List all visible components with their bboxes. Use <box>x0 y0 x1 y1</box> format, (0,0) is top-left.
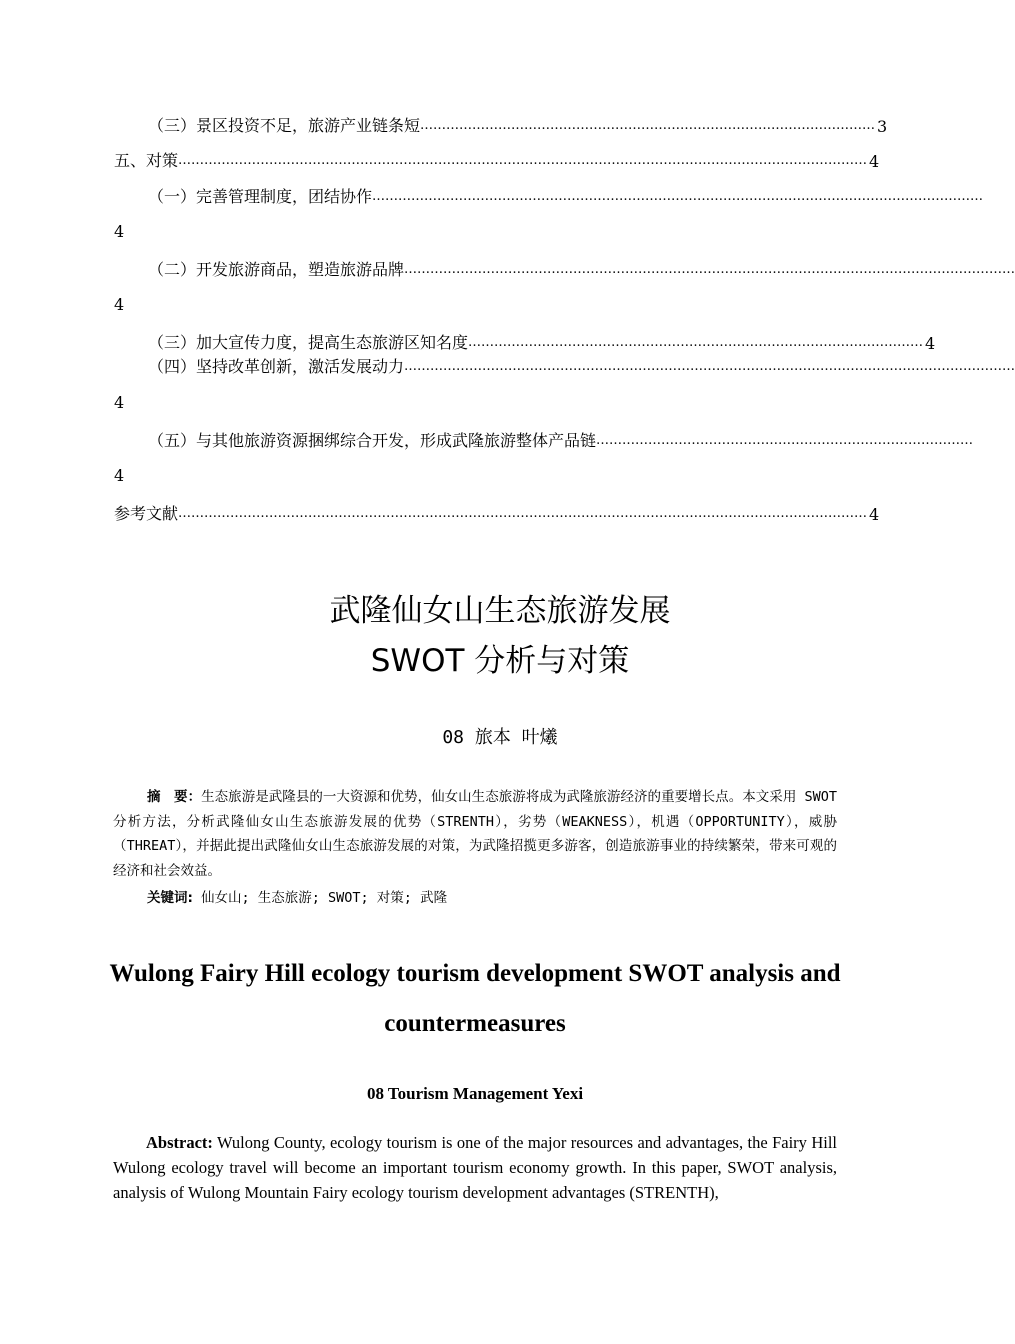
toc-entry-page: 4 <box>869 505 880 524</box>
toc-entry-title: （三）景区投资不足，旅游产业链条短 <box>148 116 421 135</box>
toc-entry-title: （三）加大宣传力度，提高生态旅游区知名度 <box>148 333 469 352</box>
toc-leader-dots: …………………………………………………………………………………………………………………………………………… <box>178 153 868 168</box>
toc-entry[interactable] <box>114 427 974 451</box>
toc-leader-dots: …………………………………………………………………………………………………………………………… <box>404 359 1015 374</box>
toc-leader-dots: …………………………………………………………………………………………… <box>468 335 924 350</box>
chinese-abstract <box>113 785 837 883</box>
toc-leader-dots: …………………………………………………………………………………………………………………………………………… <box>178 506 868 521</box>
toc-entry-title: （一）完善管理制度，团结协作 <box>148 187 373 206</box>
chinese-abstract-label: 摘 要： <box>147 789 202 805</box>
toc-entry[interactable] <box>114 500 880 524</box>
chinese-keywords-label: 关键词: <box>147 890 193 906</box>
chinese-keywords-text: 仙女山; 生态旅游; SWOT; 对策; 武隆 <box>192 890 448 906</box>
toc-entry-title: （二）开发旅游商品，塑造旅游品牌 <box>148 260 405 279</box>
toc-leader-dots: …………………………………………………………………………………………… <box>420 118 876 133</box>
toc-entry[interactable] <box>114 147 880 171</box>
toc-entry-page: 4 <box>925 334 936 353</box>
toc-entry[interactable] <box>114 256 1015 280</box>
toc-entry-page: 4 <box>114 295 125 314</box>
toc-entry-page: 4 <box>114 222 125 241</box>
english-abstract-text: Wulong County, ecology tourism is one of the major resources and advantages, the Fairy Hill Wulong ecology travel will become an important tourism economy growth. In this paper, SWOT analysis, analysis of Wulong Mountain Fairy ecology tourism development advantages (STRENTH), <box>113 1133 837 1202</box>
toc-entry[interactable] <box>114 329 936 353</box>
chinese-abstract-text: 生态旅游是武隆县的一大资源和优势，仙女山生态旅游将成为武隆旅游经济的重要增长点。本文采用 SWOT 分析方法，分析武隆仙女山生态旅游发展的优势（STRENTH），劣势（WEAKNESS），机遇（OPPORTUNITY），威胁（THREAT），并据此提出武隆仙女山生态旅游发展的对策，为武隆招揽更多游客，创造旅游事业的持续繁荣，带来可观的经济和社会效益。 <box>113 789 838 879</box>
toc-entry-title: 参考文献 <box>114 504 179 523</box>
toc-entry-title: 五、对策 <box>114 151 179 170</box>
english-abstract-label: Abstract: <box>146 1133 213 1152</box>
toc-entry-page: 4 <box>114 466 125 485</box>
toc-entry-page: 3 <box>877 117 888 136</box>
toc-entry-title: （五）与其他旅游资源捆绑综合开发，形成武隆旅游整体产品链 <box>148 431 597 450</box>
english-title: Wulong Fairy Hill ecology tourism development SWOT analysis and countermeasures <box>109 960 841 1037</box>
toc-leader-dots: …………………………………………………………………………………………………………………………… <box>372 189 984 204</box>
english-abstract <box>113 1130 837 1205</box>
toc-entry-title: （四）坚持改革创新，激活发展动力 <box>148 357 405 376</box>
english-author: 08 Tourism Management Yexi <box>366 1084 584 1103</box>
toc-entry[interactable] <box>114 353 1015 377</box>
toc-entry-page: 4 <box>869 152 880 171</box>
chinese-keywords <box>147 886 837 906</box>
chinese-title-line-1: 武隆仙女山生态旅游发展 <box>329 593 671 629</box>
toc-entry[interactable] <box>114 183 984 207</box>
chinese-title-line-2: SWOT 分析与对策 <box>370 643 630 679</box>
toc-entry[interactable] <box>114 112 888 136</box>
toc-leader-dots: …………………………………………………………………………………………………………………………… <box>404 262 1015 277</box>
chinese-author: 08 旅本 叶爔 <box>442 727 558 748</box>
toc-entry-page: 4 <box>114 393 125 412</box>
toc-leader-dots: …………………………………………………………………………… <box>596 433 974 448</box>
